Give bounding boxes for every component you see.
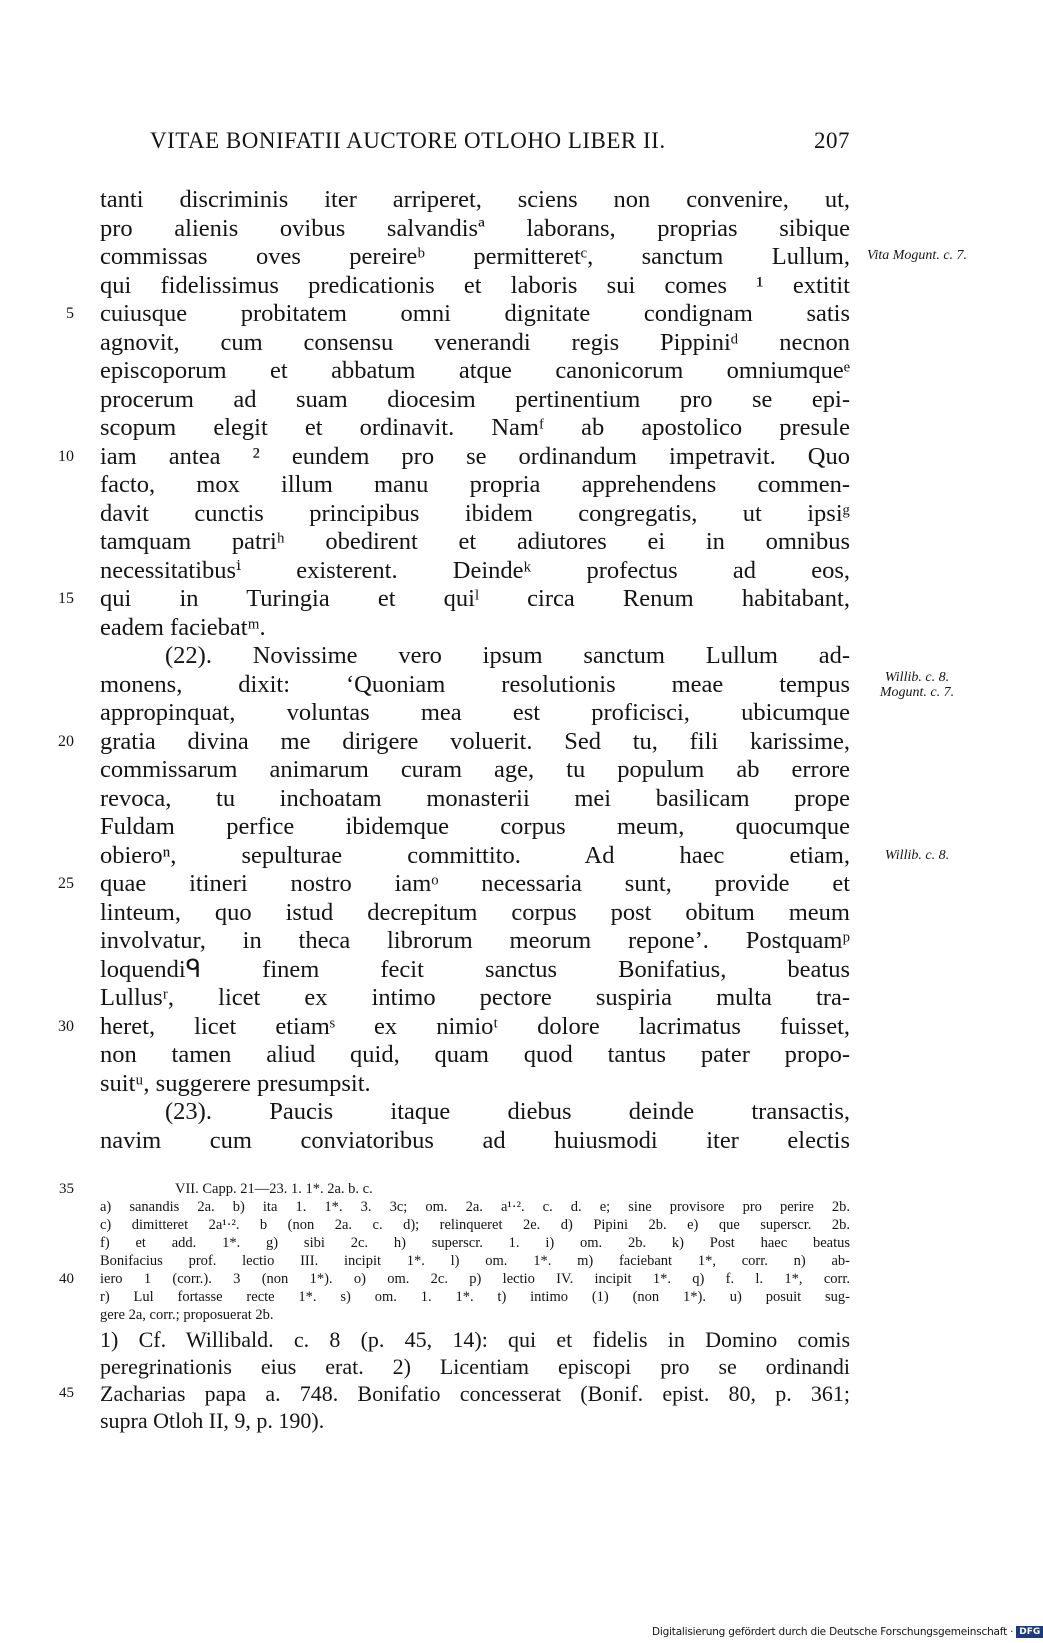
- text-line: gratia divina me dirigere voluerit. Sed tu, fili karissime,: [100, 727, 850, 755]
- apparatus-line: VII. Capp. 21—23. 1. 1*. 2a. b. c.: [175, 1181, 373, 1197]
- margin-note: Vita Mogunt. c. 7.: [866, 248, 968, 263]
- text-line: qui fidelissimus predicationis et laboris sui comes ¹ extitit: [100, 271, 850, 299]
- text-line: iam antea ² eundem pro se ordinandum impetravit. Quo: [100, 442, 850, 470]
- apparatus-line: f) et add. 1*. g) sibi 2c. h) superscr. 1. i) om. 2b. k) Post haec beatus: [100, 1235, 850, 1251]
- text-line: (23). Paucis itaque diebus deinde transactis,: [165, 1098, 850, 1125]
- apparatus-line: Bonifacius prof. lectio III. incipit 1*. l) om. 1*. m) faciebant 1*, corr. n) ab-: [100, 1253, 850, 1269]
- note-line: Zacharias papa a. 748. Bonifatio concesserat (Bonif. epist. 80, p. 361;: [100, 1381, 850, 1406]
- text-line: (22). Novissime vero ipsum sanctum Lullum ad-: [165, 642, 850, 669]
- apparatus-line: gere 2a, corr.; proposuerat 2b.: [100, 1307, 274, 1323]
- page-number: 207: [814, 128, 850, 153]
- text-line: qui in Turingia et quiˡ circa Renum habitabant,: [100, 585, 850, 612]
- line-number: 15: [58, 590, 74, 607]
- text-line: appropinquat, voluntas mea est proficisci, ubicumque: [100, 699, 850, 726]
- text-line: linteum, quo istud decrepitum corpus post obitum meum: [100, 898, 850, 926]
- text-line: facto, mox illum manu propria apprehendens commen-: [100, 471, 850, 498]
- text-line: Lullusʳ, licet ex intimo pectore suspiria multa tra-: [100, 984, 850, 1011]
- footer-text: Digitalisierung gefördert durch die Deutsche Forschungsgemeinschaft ·: [652, 1626, 1014, 1638]
- text-line: cuiusque probitatem omni dignitate condignam satis: [100, 300, 850, 327]
- note-line: supra Otloh II, 9, p. 190).: [100, 1408, 325, 1433]
- text-line: tamquam patriʰ obedirent et adiutores ei in omnibus: [100, 528, 850, 555]
- note-line: 1) Cf. Willibald. c. 8 (p. 45, 14): qui et fidelis in Domino comis: [100, 1327, 850, 1352]
- note-line: peregrinationis eius erat. 2) Licentiam episcopi pro se ordinandi: [100, 1354, 850, 1379]
- text-line: non tamen aliud quid, quam quod tantus pater propo-: [100, 1041, 850, 1068]
- apparatus-line: c) dimitteret 2a¹·². b (non 2a. c. d); relinqueret 2e. d) Pipini 2b. e) que superscr. 2b.: [100, 1217, 850, 1233]
- dfg-logo: DFG: [1016, 1626, 1043, 1638]
- text-line: involvatur, in theca librorum meorum repone’. Postquamᵖ: [100, 927, 850, 954]
- text-line: heret, licet etiamˢ ex nimioᵗ dolore lacrimatus fuisset,: [100, 1012, 850, 1040]
- line-number: 35: [59, 1181, 74, 1197]
- margin-note: Willib. c. 8.: [884, 848, 950, 863]
- text-line: monens, dixit: ‘Quoniam resolutionis meae tempus: [100, 670, 850, 698]
- text-line: tanti discriminis iter arriperet, sciens non convenire, ut,: [100, 186, 850, 213]
- text-line: Fuldam perfice ibidemque corpus meum, quocumque: [100, 813, 850, 840]
- line-number: 45: [59, 1385, 74, 1401]
- text-line: commissarum animarum curam age, tu populum ab errore: [100, 756, 850, 783]
- text-line: pro alienis ovibus salvandisª laborans, proprias sibique: [100, 214, 850, 242]
- line-number: 10: [58, 447, 74, 465]
- text-line: obieroⁿ, sepulturae committito. Ad haec etiam,: [100, 841, 850, 869]
- text-line: episcoporum et abbatum atque canonicorum omniumqueᵉ: [100, 357, 850, 384]
- line-number: 30: [58, 1017, 74, 1035]
- text-line: necessitatibusⁱ existerent. Deindeᵏ profectus ad eos,: [100, 556, 850, 584]
- text-line: eadem faciebatᵐ.: [100, 613, 266, 641]
- line-number: 25: [58, 875, 74, 892]
- text-line: loquendiᑫ finem fecit sanctus Bonifatius, beatus: [100, 955, 850, 983]
- line-number: 40: [59, 1271, 74, 1287]
- footer-credit: [652, 1624, 1043, 1640]
- running-header: [150, 128, 850, 158]
- apparatus-line: r) Lul fortasse recte 1*. s) om. 1. 1*. t) intimo (1) (non 1*). u) posuit sug-: [100, 1289, 850, 1305]
- header-title: VITAE BONIFATII AUCTORE OTLOHO LIBER II.: [150, 128, 666, 153]
- text-line: agnovit, cum consensu venerandi regis Pippiniᵈ necnon: [100, 328, 850, 356]
- apparatus-line: a) sanandis 2a. b) ita 1. 1*. 3. 3c; om. 2a. a¹·². c. d. e; sine provisore pro perire 2b.: [100, 1199, 850, 1215]
- text-line: scopum elegit et ordinavit. Namᶠ ab apostolico presule: [100, 414, 850, 441]
- line-number: 20: [58, 732, 74, 750]
- apparatus-line: iero 1 (corr.). 3 (non 1*). o) om. 2c. p) lectio IV. incipit 1*. q) f. l. 1*, corr.: [100, 1271, 850, 1287]
- text-line: suitᵘ, suggerere presumpsit.: [100, 1069, 371, 1097]
- margin-note: Willib. c. 8. Mogunt. c. 7.: [879, 670, 955, 700]
- text-line: davit cunctis principibus ibidem congregatis, ut ipsiᵍ: [100, 499, 850, 527]
- text-line: revoca, tu inchoatam monasterii mei basilicam prope: [100, 784, 850, 812]
- line-number: 5: [66, 305, 74, 322]
- text-line: quae itineri nostro iamᵒ necessaria sunt, provide et: [100, 870, 850, 897]
- text-line: procerum ad suam diocesim pertinentium pro se epi-: [100, 385, 850, 413]
- text-line: commissas oves pereireᵇ permitteretᶜ, sanctum Lullum,: [100, 243, 850, 270]
- text-line: navim cum conviatoribus ad huiusmodi iter electis: [100, 1126, 850, 1154]
